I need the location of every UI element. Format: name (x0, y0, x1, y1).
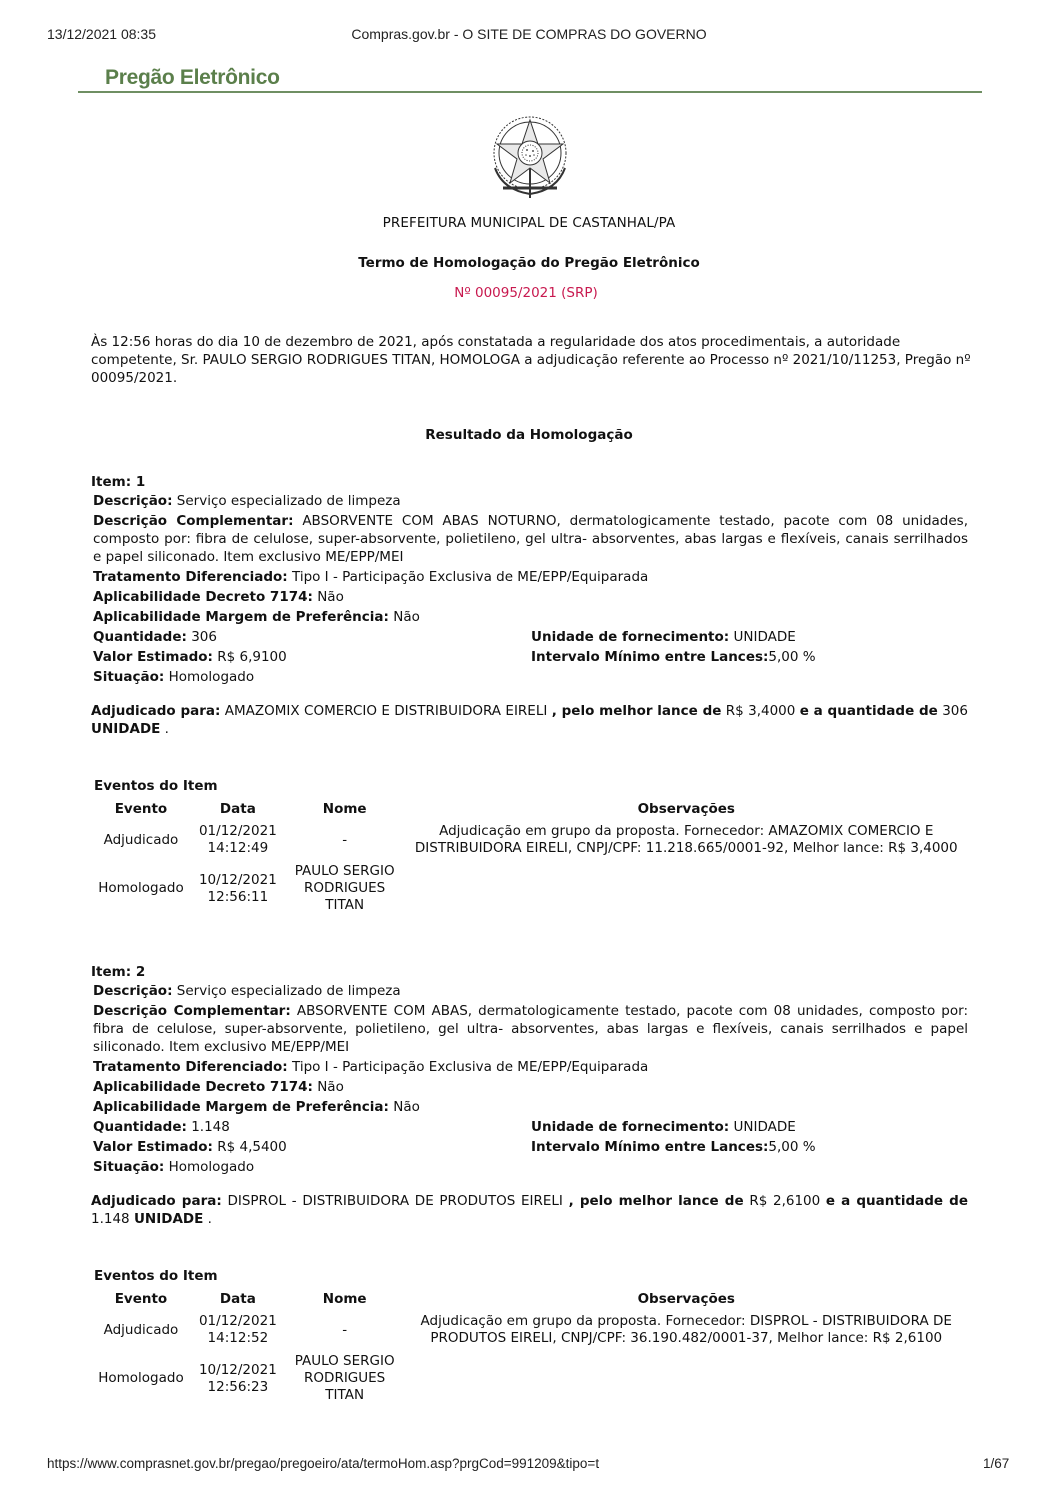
item-title: Item: 2 (91, 964, 146, 980)
item-complementary-description: ABSORVENTE COM ABAS, dermatologicamente testado, pacote com 08 unidades, composto por: fibra de celulose, super-absorvente, polietileno, gel ultra- absorventes, abas largas e flexíveis, canais serrilhados e papel siliconado. Item exclusivo ME/EPP/MEI (93, 1003, 968, 1055)
item-min-interval: 5,00 % (768, 1139, 816, 1155)
brand-title: Pregão Eletrônico (105, 66, 280, 89)
item-estimated-value: R$ 4,5400 (217, 1139, 287, 1155)
table-row: Homologado 10/12/2021 12:56:23 PAULO SERGIO RODRIGUES TITAN (98, 1353, 395, 1403)
brand-divider (78, 91, 982, 93)
table-row: Adjudicado 01/12/2021 14:12:52 - Adjudicação em grupo da proposta. Fornecedor: DISPROL - DISTRIBUIDORA DE PRODUTOS EIRELI, CNPJ/CPF: 36.190.482/0001-37, Melhor lance: R$ 2,6100 (103, 1313, 952, 1346)
result-title: Resultado da Homologação (425, 427, 633, 443)
intro-paragraph: Às 12:56 horas do dia 10 de dezembro de 2021, após constatada a regularidade dos atos procedimentais, a autoridade competente, Sr. PAULO SERGIO RODRIGUES TITAN, HOMOLOGA a adjudicação referente ao Processo nº 2021/10/11253, Pregão nº 00095/2021. (91, 334, 971, 386)
brazil-coat-of-arms-icon (483, 108, 577, 202)
item-description: Serviço especializado de limpeza (176, 983, 401, 999)
print-date: 13/12/2021 08:35 (47, 26, 156, 42)
adjudication-summary: Adjudicado para: AMAZOMIX COMERCIO E DISTRIBUIDORA EIRELI , pelo melhor lance de R$ 3,4000 e a quantidade de 306 UNIDADE . (91, 703, 968, 737)
item-status: Homologado (168, 669, 255, 685)
item-quantity: 1.148 (191, 1119, 230, 1135)
item-description: Serviço especializado de limpeza (176, 493, 401, 509)
item-unit: UNIDADE (733, 629, 796, 645)
item-section: Item: 1 Descrição: Serviço especializado de limpeza Descrição Complementar: ABSORVENTE COM ABAS NOTURNO, dermatologicamente testado, pacote com 08 unidades, composto por: fibra de celulose, super-absorvente, polietileno, gel ultra- absorventes, abas largas e flexíveis, canais serrilhados e papel siliconado. Item exclusivo ME/EPP/MEI Tratamento Diferenciado: Tipo I - Participação Exclusiva de ME/EPP/Equiparada Aplicabilidade Decreto 7174: Não Aplicabilidade Margem de Preferência: Não Quantidade: 306 Unidade de fornecimento: UNIDADE Valor Estimado: R$ 6,9100 Intervalo Mínimo entre Lances:5,00 % Situação: Homologado Adjudicado para: AMAZOMIX COMERCIO E DISTRIBUIDORA EIRELI , pelo melhor lance de R$ 3,4000 e a quantidade de 306 UNIDADE . Eventos do Item Evento Data Nome Observações Adjudicado 01/12/2021 14:12:49 - Adjudicação em grupo da proposta. Fornecedor: AMAZOMIX COMERCIO E DISTRIBUIDORA EIRELI, CNPJ/CPF: 11.218.665/0001-92, Melhor lance: R$ 3,4000 Homologado 10/12/2021 12:56:11 PAULO SERGIO RODRIGUES TITAN (91, 474, 968, 917)
item-unit: UNIDADE (733, 1119, 796, 1135)
footer-url: https://www.comprasnet.gov.br/pregao/pregoeiro/ata/termoHom.asp?prgCod=991209&tipo=t (47, 1456, 600, 1471)
item-quantity: 306 (191, 629, 217, 645)
item-treatment: Tipo I - Participação Exclusiva de ME/EPP/Equiparada (291, 569, 649, 585)
item-decree: Não (317, 1079, 344, 1095)
item-status: Homologado (168, 1159, 255, 1175)
events-title: Eventos do Item (94, 1268, 218, 1284)
print-title: Compras.gov.br - O SITE DE COMPRAS DO GOVERNO (351, 26, 707, 42)
page-number: 1/67 (983, 1456, 1010, 1471)
document-title: Termo de Homologação do Pregão Eletrônico (358, 255, 700, 271)
item-min-interval: 5,00 % (768, 649, 816, 665)
item-title: Item: 1 (91, 474, 146, 490)
table-row: Adjudicado 01/12/2021 14:12:49 - Adjudicação em grupo da proposta. Fornecedor: AMAZOMIX COMERCIO E DISTRIBUIDORA EIRELI, CNPJ/CPF: 11.218.665/0001-92, Melhor lance: R$ 3,4000 (103, 823, 958, 856)
document-number: Nº 00095/2021 (SRP) (454, 285, 598, 301)
item-estimated-value: R$ 6,9100 (217, 649, 287, 665)
item-treatment: Tipo I - Participação Exclusiva de ME/EPP/Equiparada (291, 1059, 649, 1075)
item-section: Item: 2 Descrição: Serviço especializado de limpeza Descrição Complementar: ABSORVENTE COM ABAS, dermatologicamente testado, pacote com 08 unidades, composto por: fibra de celulose, super-absorvente, polietileno, gel ultra- absorventes, abas largas e flexíveis, canais serrilhados e papel siliconado. Item exclusivo ME/EPP/MEI Tratamento Diferenciado: Tipo I - Participação Exclusiva de ME/EPP/Equiparada Aplicabilidade Decreto 7174: Não Aplicabilidade Margem de Preferência: Não Quantidade: 1.148 Unidade de fornecimento: UNIDADE Valor Estimado: R$ 4,5400 Intervalo Mínimo entre Lances:5,00 % Situação: Homologado Adjudicado para: DISPROL - DISTRIBUIDORA DE PRODUTOS EIRELI , pelo melhor lance de R$ 2,6100 e a quantidade de 1.148 UNIDADE . Eventos do Item Evento Data Nome Observações Adjudicado 01/12/2021 14:12:52 - Adjudicação em grupo da proposta. Fornecedor: DISPROL - DISTRIBUIDORA DE PRODUTOS EIRELI, CNPJ/CPF: 36.190.482/0001-37, Melhor lance: R$ 2,6100 Homologado 10/12/2021 12:56:23 PAULO SERGIO RODRIGUES TITAN (91, 964, 968, 1407)
item-margin: Não (393, 1099, 420, 1115)
organization-name: PREFEITURA MUNICIPAL DE CASTANHAL/PA (382, 215, 676, 231)
events-title: Eventos do Item (94, 778, 218, 794)
item-complementary-description: ABSORVENTE COM ABAS NOTURNO, dermatologicamente testado, pacote com 08 unidades, composto por: fibra de celulose, super-absorvente, polietileno, gel ultra- absorventes, abas largas e flexíveis, canais serrilhados e papel siliconado. Item exclusivo ME/EPP/MEI (93, 513, 968, 565)
item-margin: Não (393, 609, 420, 625)
table-row: Homologado 10/12/2021 12:56:11 PAULO SERGIO RODRIGUES TITAN (98, 863, 395, 913)
events-table: Evento Data Nome Observações Adjudicado 01/12/2021 14:12:49 - Adjudicação em grupo da proposta. Fornecedor: AMAZOMIX COMERCIO E DISTRIBUIDORA EIRELI, CNPJ/CPF: 11.218.665/0001-92, Melhor lance: R$ 3,4000 Homologado 10/12/2021 12:56:11 PAULO SERGIO RODRIGUES TITAN (91, 798, 968, 917)
adjudication-summary: Adjudicado para: DISPROL - DISTRIBUIDORA DE PRODUTOS EIRELI , pelo melhor lance de R$ 2,6100 e a quantidade de 1.148 UNIDADE . (91, 1193, 968, 1227)
events-table: Evento Data Nome Observações Adjudicado 01/12/2021 14:12:52 - Adjudicação em grupo da proposta. Fornecedor: DISPROL - DISTRIBUIDORA DE PRODUTOS EIRELI, CNPJ/CPF: 36.190.482/0001-37, Melhor lance: R$ 2,6100 Homologado 10/12/2021 12:56:23 PAULO SERGIO RODRIGUES TITAN (91, 1288, 968, 1407)
item-decree: Não (317, 589, 344, 605)
